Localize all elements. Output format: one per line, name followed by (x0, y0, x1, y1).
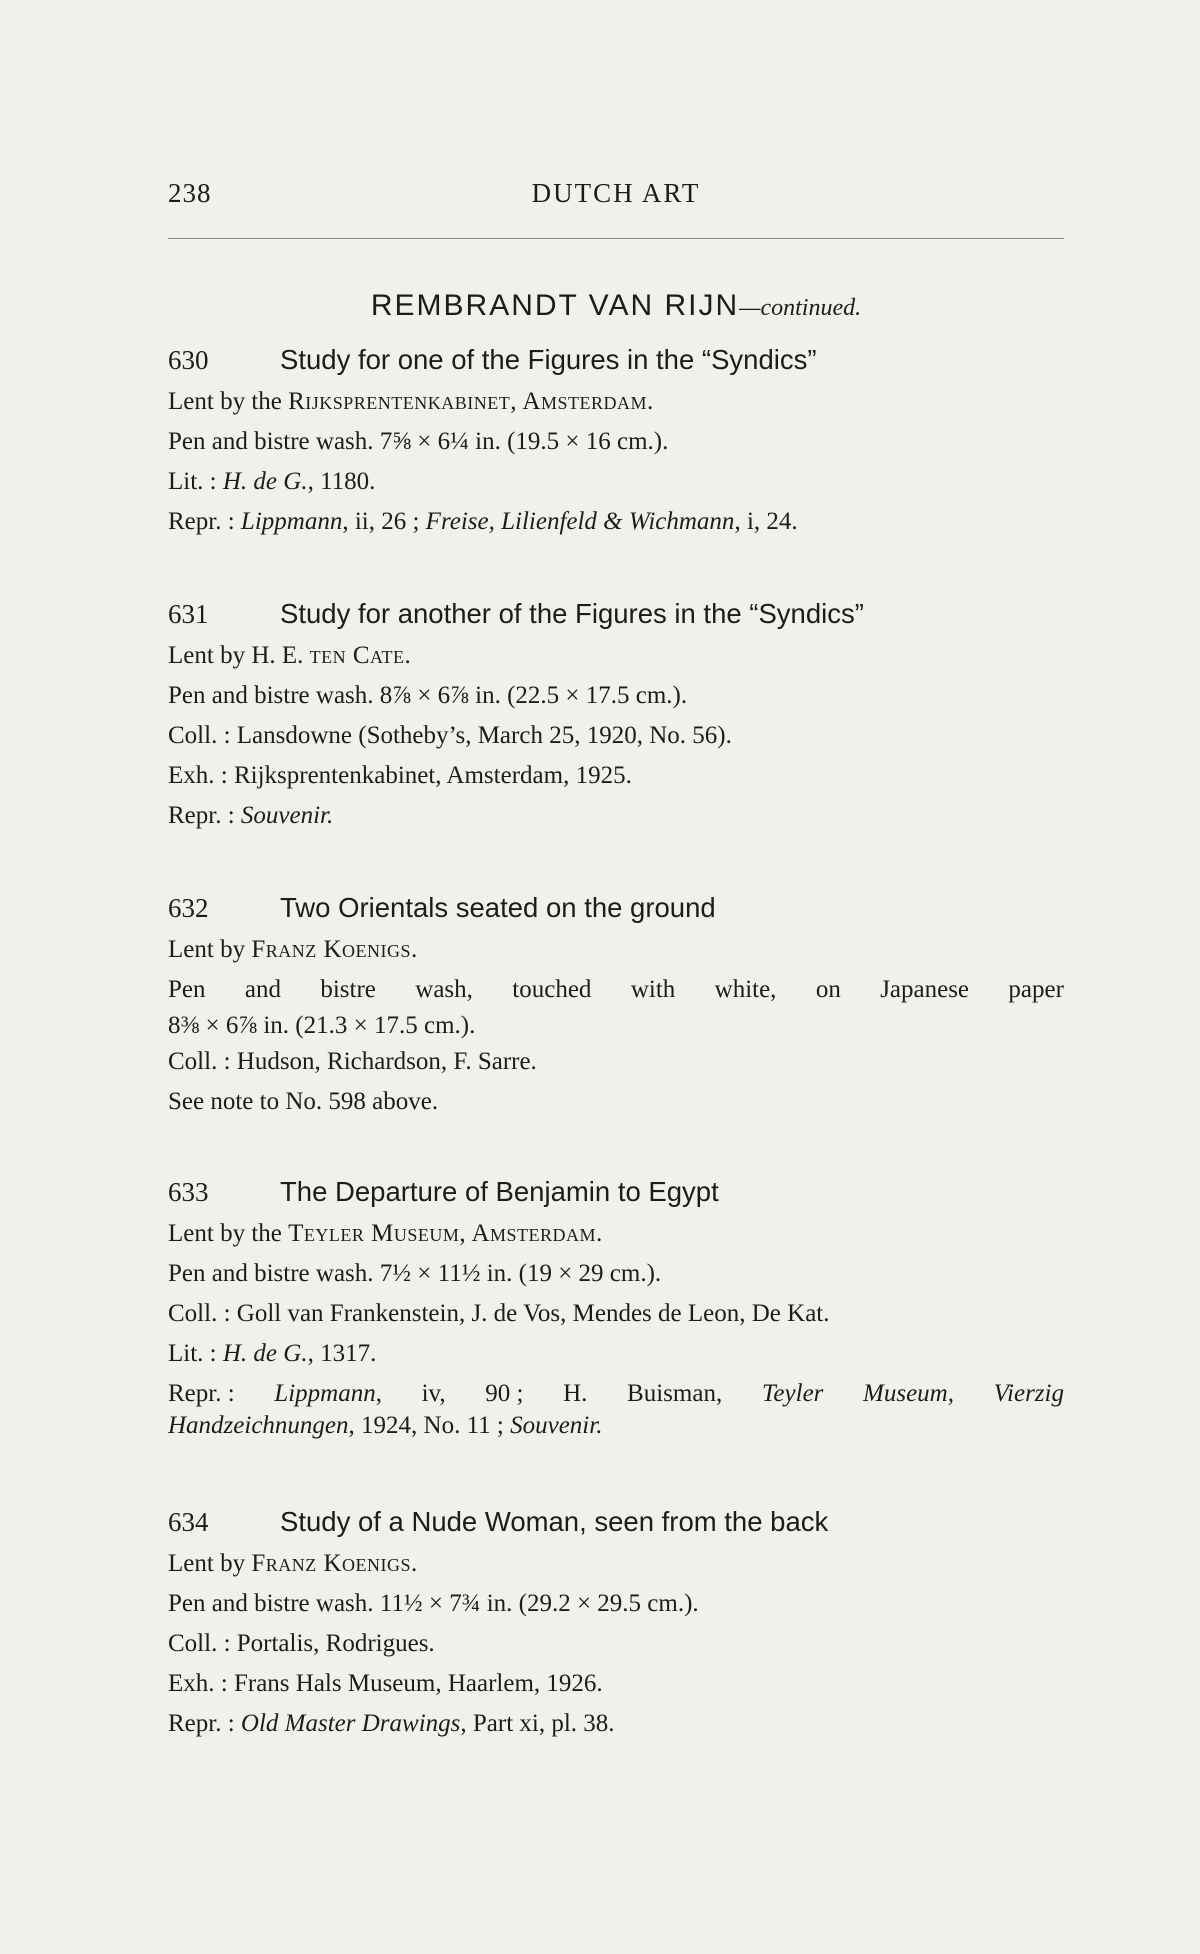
repr-source: Vierzig (993, 1380, 1064, 1407)
collection-line: Coll. : Hudson, Richardson, F. Sarre. (168, 1048, 537, 1075)
lender-line (168, 636, 1064, 676)
repr-source: Handzeichnungen (168, 1412, 349, 1439)
repr-source: Lippmann (240, 508, 343, 535)
medium-line: Pen and bistre wash. 7½ × 11½ in. (19 × 29 cm.). (168, 1260, 662, 1287)
repr-source: Souvenir. (510, 1412, 603, 1439)
medium-line: Pen and bistre wash. 8⅞ × 6⅞ in. (22.5 × 17.5 cm.). (168, 682, 688, 709)
lent-prefix: Lent by H. E. (168, 642, 310, 669)
lender-line (168, 930, 1064, 970)
note-line: See note to No. 598 above. (168, 1088, 439, 1115)
catalogue-entry-630 (168, 338, 1064, 542)
repr-ref: iv, (421, 1380, 446, 1407)
exhibition-line: Exh. : Frans Hals Museum, Haarlem, 1926. (168, 1670, 603, 1697)
lender-name: Franz Koenigs. (251, 1550, 418, 1577)
medium-word: bistre (320, 976, 376, 1003)
collection-line: Coll. : Lansdowne (Sotheby’s, March 25, 1920, No. 56). (168, 722, 732, 749)
catalogue-entry-633 (168, 1170, 1064, 1442)
dimensions-line: 8⅜ × 6⅞ in. (21.3 × 17.5 cm.). (168, 1012, 476, 1039)
lender-line (168, 1544, 1064, 1584)
repr-ref: H. (563, 1380, 588, 1407)
literature-line (168, 1334, 1064, 1374)
entry-title-text: Study for one of the Figures in the “Syndics” (280, 344, 817, 375)
lender-name: Teyler Museum, Amsterdam. (288, 1220, 603, 1247)
entry-title (168, 886, 1064, 930)
medium-word: and (244, 976, 281, 1003)
repr-source: Old Master Drawings (240, 1710, 461, 1737)
page-number: 238 (168, 178, 212, 208)
reproduction-line (168, 502, 1064, 542)
entry-title (168, 338, 1064, 382)
repr-source: Souvenir. (240, 802, 334, 829)
repr-label: Repr. : (168, 1380, 235, 1407)
medium-word: wash, (415, 976, 473, 1003)
entry-title-text: Study for another of the Figures in the “Syndics” (280, 598, 864, 629)
repr-ref: Buisman, (627, 1380, 723, 1407)
repr-source: Freise, Lilienfeld & Wichmann (425, 508, 735, 535)
entry-title-text: The Departure of Benjamin to Egypt (280, 1176, 719, 1207)
entry-title (168, 592, 1064, 636)
lent-prefix: Lent by the (168, 1220, 289, 1247)
lent-prefix: Lent by the (168, 388, 289, 415)
reproduction-line (168, 1378, 1064, 1410)
repr-ref: , 1924, No. 11 ; (348, 1412, 511, 1439)
entry-title (168, 1170, 1064, 1214)
lender-name: Rijksprentenkabinet, Amsterdam. (288, 388, 654, 415)
entry-title (168, 1500, 1064, 1544)
entry-title-text: Study of a Nude Woman, seen from the back (280, 1506, 829, 1537)
entry-number: 631 (168, 599, 209, 629)
repr-source: Museum, (863, 1380, 954, 1407)
repr-source: Lippmann (274, 1380, 376, 1407)
lit-label: Lit. : (168, 468, 223, 495)
lit-rest: , 1180. (307, 468, 376, 495)
medium-word: with (630, 976, 676, 1003)
medium-word: touched (512, 976, 592, 1003)
repr-label: Repr. : (168, 1710, 241, 1737)
repr-label: Repr. : (168, 508, 241, 535)
artist-name: REMBRANDT VAN RIJN (370, 289, 740, 322)
medium-word: white, (714, 976, 777, 1003)
exhibition-line: Exh. : Rijksprentenkabinet, Amsterdam, 1925. (168, 762, 632, 789)
lender-name: Franz Koenigs. (251, 936, 418, 963)
entry-number: 633 (168, 1177, 209, 1207)
lit-author: H. de G. (222, 468, 308, 495)
catalogue-entry-634 (168, 1500, 1064, 1744)
reproduction-line (168, 796, 1064, 836)
entry-number: 632 (168, 893, 209, 923)
repr-ref: , (375, 1380, 382, 1407)
lender-name: ten Cate. (309, 642, 412, 669)
medium-line: Pen and bistre wash. 11½ × 7¾ in. (29.2 × 29.5 cm.). (168, 1590, 699, 1617)
medium-word: on (815, 976, 841, 1003)
repr-source-group (274, 1378, 382, 1410)
header-rule (168, 238, 1064, 239)
medium-word: Japanese (880, 976, 970, 1003)
repr-ref: , Part xi, pl. 38. (460, 1710, 615, 1737)
repr-ref: , ii, 26 ; (342, 508, 426, 535)
reproduction-line (168, 1704, 1064, 1744)
collection-line: Coll. : Portalis, Rodrigues. (168, 1630, 435, 1657)
medium-line: Pen and bistre wash. 7⅝ × 6¼ in. (19.5 × 16 cm.). (168, 428, 669, 455)
literature-line (168, 462, 1064, 502)
repr-label: Repr. : (168, 802, 241, 829)
catalogue-entry-632 (168, 886, 1064, 1122)
entry-title-text: Two Orientals seated on the ground (280, 892, 716, 923)
lit-rest: , 1317. (307, 1340, 377, 1367)
lender-line (168, 382, 1064, 422)
repr-source: Teyler (761, 1380, 824, 1407)
lent-prefix: Lent by (168, 1550, 252, 1577)
entry-number: 634 (168, 1507, 209, 1537)
lent-prefix: Lent by (168, 936, 252, 963)
repr-ref: 90 ; (485, 1380, 524, 1407)
medium-word: paper (1008, 976, 1064, 1003)
medium-word: Pen (168, 976, 206, 1003)
entry-number: 630 (168, 345, 209, 375)
section-heading (168, 289, 1064, 323)
repr-ref: , i, 24. (734, 508, 798, 535)
medium-line (168, 970, 1064, 1010)
continued-label: —continued. (739, 295, 862, 321)
lit-label: Lit. : (168, 1340, 223, 1367)
running-title: DUTCH ART (531, 178, 701, 208)
collection-line: Coll. : Goll van Frankenstein, J. de Vos, Mendes de Leon, De Kat. (168, 1300, 830, 1327)
reproduction-line-continued (168, 1410, 1064, 1442)
running-head (168, 178, 1064, 218)
lit-author: H. de G. (222, 1340, 308, 1367)
catalogue-entry-631 (168, 592, 1064, 836)
lender-line (168, 1214, 1064, 1254)
